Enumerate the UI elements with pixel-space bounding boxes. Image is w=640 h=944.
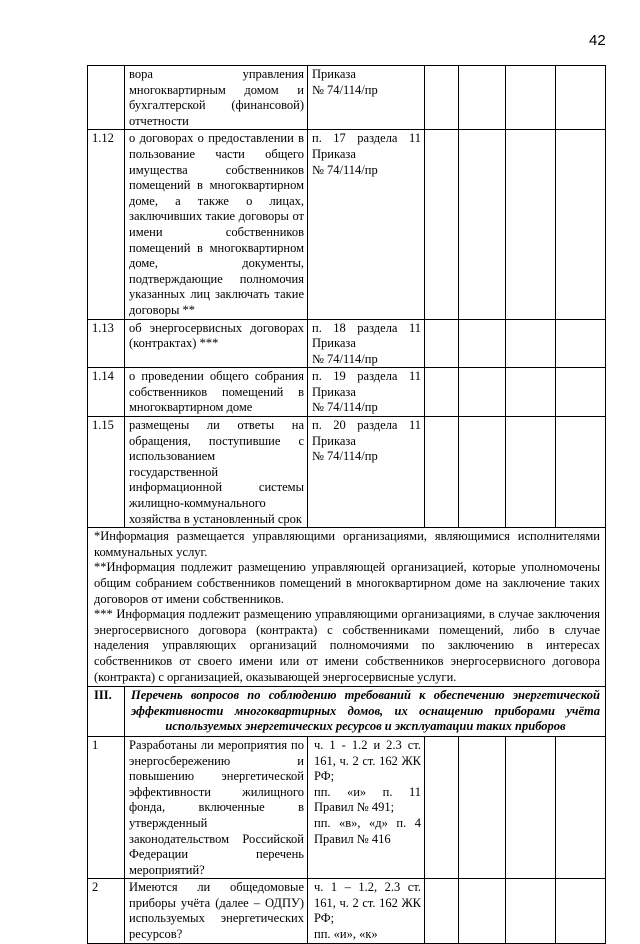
table-row — [88, 319, 606, 368]
answer-cell — [425, 66, 459, 130]
row-number: 1.12 — [88, 130, 125, 319]
answer-cell — [556, 319, 606, 368]
row-number: 1 — [88, 736, 125, 878]
table-row — [88, 368, 606, 417]
footnote: *** Информация подлежит размещению управляющими организациями, в случае заключения энергосервисного договора (контракта) с собственниками помещений, либо в случае наделения управляющих организаций полномочиями по заключению в интересах собственников от своего имени или от имени собственников энергосервисного договора (контракта) с организацией, оказывающей энергосервисные услуги. — [94, 607, 600, 684]
legal-reference: п. 19 раздела 11 Приказа № 74/114/пр — [308, 368, 425, 417]
answer-cell — [506, 66, 556, 130]
section-header-row — [88, 687, 606, 737]
question-text: о договорах о предоставлении в пользование части общего имущества собственников помещений в многоквартирном доме, а также о лицах, заключивших такие договоры от имени собственников помещений в многоквартирном доме, документы, подтверждающие полномочия указанных лиц заключать такие договоры ** — [125, 130, 308, 319]
section-number: III. — [88, 687, 125, 737]
answer-cell — [425, 417, 459, 528]
question-text: размещены ли ответы на обращения, поступившие с использованием государственной информационной системы жилищно-коммунального хозяйства в установленный срок — [125, 417, 308, 528]
footnotes — [88, 528, 606, 687]
answer-cell — [556, 66, 606, 130]
legal-reference: ч. 1 - 1.2 и 2.3 ст. 161, ч. 2 ст. 162 ЖК РФ; пп. «и» п. 11 Правил № 491; пп. «в», «д» п. 4 Правил № 416 — [308, 736, 425, 878]
legal-reference: ч. 1 – 1.2, 2.3 ст. 161, ч. 2 ст. 162 ЖК РФ; пп. «и», «к» — [308, 879, 425, 943]
answer-cell — [506, 879, 556, 943]
answer-cell — [506, 130, 556, 319]
row-number: 2 — [88, 879, 125, 943]
table-row — [88, 417, 606, 528]
legal-reference: Приказа № 74/114/пр — [308, 66, 425, 130]
table-row — [88, 130, 606, 319]
answer-cell — [506, 319, 556, 368]
table-row — [88, 66, 606, 130]
answer-cell — [556, 130, 606, 319]
question-text: об энергосервисных договорах (контрактах) *** — [125, 319, 308, 368]
answer-cell — [506, 417, 556, 528]
answer-cell — [425, 319, 459, 368]
answer-cell — [425, 879, 459, 943]
table-row — [88, 879, 606, 943]
row-number: 1.13 — [88, 319, 125, 368]
answer-cell — [459, 130, 506, 319]
answer-cell — [459, 417, 506, 528]
question-text: вора управления многоквартирным домом и бухгалтерской (финансовой) отчетности — [125, 66, 308, 130]
legal-reference: п. 20 раздела 11 Приказа № 74/114/пр — [308, 417, 425, 528]
section-title: Перечень вопросов по соблюдению требований к обеспечению энергетической эффективности многоквартирных домов, их оснащению приборами учёта используемых энергетических ресурсов и эксплуатации таких приборов — [125, 687, 606, 737]
page-number: 42 — [589, 32, 606, 49]
answer-cell — [425, 130, 459, 319]
question-text: Разработаны ли мероприятия по энергосбережению и повышению энергетической эффективности жилищного фонда, включенные в утвержденный законодательством Российской Федерации перечень мероприятий? — [125, 736, 308, 878]
answer-cell — [556, 368, 606, 417]
answer-cell — [459, 66, 506, 130]
checklist-table — [87, 65, 606, 944]
answer-cell — [506, 736, 556, 878]
row-number — [88, 66, 125, 130]
table-row — [88, 736, 606, 878]
answer-cell — [425, 368, 459, 417]
answer-cell — [425, 736, 459, 878]
row-number: 1.15 — [88, 417, 125, 528]
legal-reference: п. 18 раздела 11 Приказа № 74/114/пр — [308, 319, 425, 368]
answer-cell — [506, 368, 556, 417]
question-text: Имеются ли общедомовые приборы учёта (далее – ОДПУ) используемых энергетических ресурсов? — [125, 879, 308, 943]
answer-cell — [556, 417, 606, 528]
notes-row — [88, 528, 606, 687]
answer-cell — [459, 319, 506, 368]
legal-reference: п. 17 раздела 11 Приказа № 74/114/пр — [308, 130, 425, 319]
footnote: *Информация размещается управляющими организациями, являющимися исполнителями коммунальных услуг. — [94, 529, 600, 559]
answer-cell — [556, 736, 606, 878]
answer-cell — [459, 879, 506, 943]
answer-cell — [459, 736, 506, 878]
row-number: 1.14 — [88, 368, 125, 417]
answer-cell — [459, 368, 506, 417]
answer-cell — [556, 879, 606, 943]
question-text: о проведении общего собрания собственников помещений в многоквартирном доме — [125, 368, 308, 417]
footnote: **Информация подлежит размещению управляющей организацией, которые уполномочены общим собранием собственников помещений в многоквартирном доме на заключение таких договоров от имени собственников. — [94, 560, 600, 606]
